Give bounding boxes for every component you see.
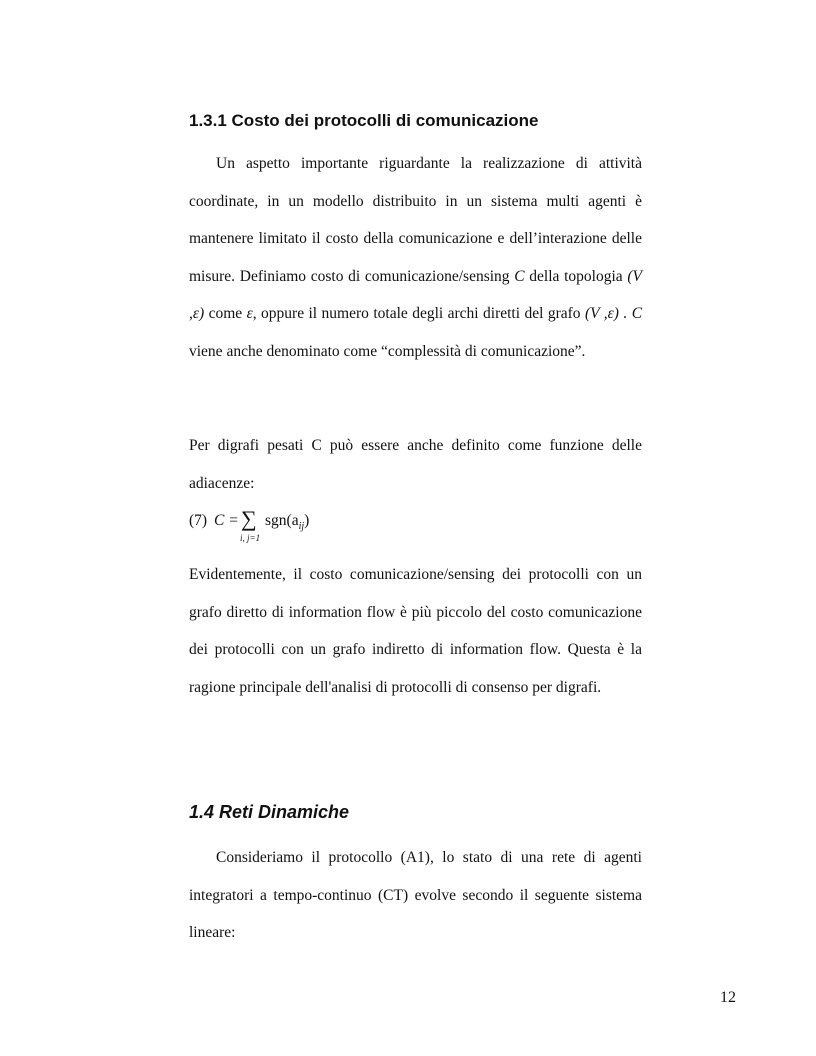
section-heading-1-3-1: 1.3.1 Costo dei protocolli di comunicazione [189,111,539,130]
summation-symbol: ∑ [241,506,257,531]
paragraph-weighted-digraphs: Per digrafi pesati C può essere anche definito come funzione delle adiacenze: [189,437,642,492]
math-symbol-c: C [514,267,525,285]
math-epsilon: ε [246,305,253,322]
equation-label: (7) [189,512,208,529]
paragraph-dynamic-networks: Consideriamo il protocollo (A1), lo stato di una rete di agenti integratori a tempo-continuo (CT) evolve secondo il seguente sistema lineare: [189,849,642,941]
math-topology: (V ,ε) [189,267,643,322]
math-symbol-c-2: C [631,305,643,322]
paragraph-directed-vs-undirected: Evidentemente, il costo comunicazione/sensing dei protocolli con un grafo diretto di information flow è più piccolo del costo comunicazione dei protocolli con un grafo indiretto di information flow. Questa è la ragione principale dell'analisi di protocolli di consenso per digrafi. [189,566,642,696]
math-graph: (V ,ε) . [585,305,628,322]
summation-subscript: i, j=1 [240,533,261,543]
equation-7 [189,508,489,548]
page-number: 12 [720,989,736,1006]
equation-lhs: C = [214,512,239,529]
equation-rhs: $sgn(a_{ij})$ [265,512,310,532]
section-heading-1-4: 1.4 Reti Dinamiche [189,802,350,822]
paragraph-cost-intro: Un aspetto importante riguardante la realizzazione di attività coordinate, in un modello distribuito in un sistema multi agenti è mantenere limitato il costo della comunicazione e dell’interazione delle misure. Definiamo costo di comunicazione/sensing C della topologia (V ,ε) come ε, oppure il numero totale degli archi diretti del grafo (V ,ε) . C viene anche denominato come “complessità di comunicazione”. [189,155,643,360]
